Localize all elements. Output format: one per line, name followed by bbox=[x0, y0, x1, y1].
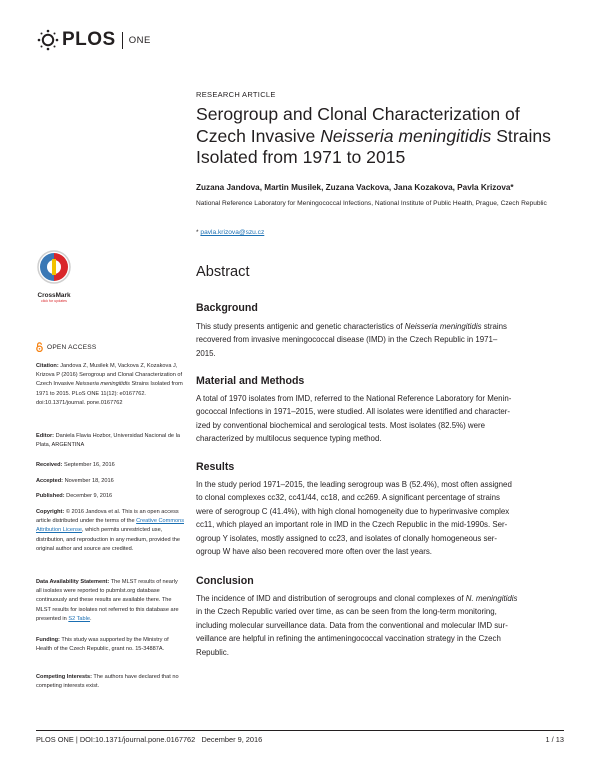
published-date: Published: December 9, 2016 bbox=[36, 493, 113, 499]
methods-text: A total of 1970 isolates from IMD, referred to the National Reference Laboratory for Menin- gococcal Infections in 1971–2015, were studied. All isolates were identified and character- ized by conventional biochemical and serological tests. Most isolates (82.5%) were characterized by multilocus sequence typing method. bbox=[196, 394, 512, 444]
logo-divider bbox=[122, 32, 123, 49]
competing-interests-block: Competing Interests: The authors have declared that no competing interests exist. bbox=[36, 674, 179, 690]
article-type: RESEARCH ARTICLE bbox=[196, 90, 276, 99]
crossmark-badge[interactable] bbox=[36, 249, 72, 303]
crossmark-icon bbox=[36, 249, 72, 287]
footer-citation: PLOS ONE | DOI:10.1371/journal.pone.0167762 December 9, 2016 bbox=[36, 735, 263, 744]
methods-heading: Material and Methods bbox=[196, 375, 305, 387]
corresponding-email: * pavla.krizova@szu.cz bbox=[196, 229, 265, 236]
copyright-block: Copyright: © 2016 Jandova et al. This is an open access article distributed under the terms of the Creative Commons Attribution License, which permits unrestricted use, distribution, and reproduction in any medium, provided the original author and source are credited. bbox=[36, 509, 184, 552]
open-access-label: OPEN ACCESS bbox=[47, 343, 97, 351]
s2-table-link[interactable]: S2 Table bbox=[68, 615, 91, 622]
results-text: In the study period 1971–2015, the leading serogroup was B (52.4%), most often assigned to clonal complexes cc32, cc41/44, cc18, and cc269. A significant percentage of strains were of serogroup C (41.4%), with high clonal homogeneity due to hyperinvasive complex cc11, which played an important role in IMD in the Czech Republic in the mid-1990s. Ser- ogroup Y isolates, mostly assigned to cc23, and isolates of clonally homogeneous ser- ogroup W have also been recovered more often over the last years. bbox=[196, 480, 512, 557]
plos-dots-icon bbox=[36, 29, 60, 51]
email-link[interactable]: pavla.krizova@szu.cz bbox=[200, 229, 265, 236]
logo-journal: ONE bbox=[128, 34, 151, 46]
abstract-heading: Abstract bbox=[196, 264, 250, 280]
crossmark-label: CrossMark bbox=[37, 292, 71, 299]
logo-brand: PLOS bbox=[62, 29, 116, 50]
citation-block: Citation: Jandova Z, Musilek M, Vackova Z, Kozakova J, Krizova P (2016) Serogroup and Clonal Characterization of Czech Invasive Neisseria meningitidis Strains Isolated from 1971 to 2015. PLoS ONE 11(12): e0167762. doi:10.1371/journal. pone.0167762 bbox=[36, 363, 183, 406]
plos-one-logo[interactable] bbox=[36, 29, 151, 51]
funding-block: Funding: This study was supported by the Ministry of Health of the Czech Republic, grant no. 15-34887A. bbox=[36, 637, 169, 653]
accepted-date: Accepted: November 18, 2016 bbox=[36, 478, 114, 484]
open-access-badge bbox=[36, 342, 96, 352]
author-list: Zuzana Jandova, Martin Musilek, Zuzana Vackova, Jana Kozakova, Pavla Krizova* bbox=[196, 183, 514, 192]
affiliation: National Reference Laboratory for Meningococcal Infections, National Institute of Public Health, Prague, Czech Republic bbox=[196, 200, 547, 207]
crossmark-sublabel: click for updates bbox=[41, 299, 67, 303]
conclusion-heading: Conclusion bbox=[196, 575, 254, 587]
cc-license-link[interactable]: Creative Commons Attribution License bbox=[36, 518, 184, 534]
editor-block: Editor: Daniela Flavia Hozbor, Universidad Nacional de la Plata, ARGENTINA bbox=[36, 433, 180, 449]
background-text: This study presents antigenic and genetic characteristics of Neisseria meningitidis strains recovered from invasive meningococcal disease (IMD) in the Czech Republic in 1971– 2015. bbox=[196, 322, 507, 358]
results-heading: Results bbox=[196, 461, 235, 473]
open-lock-icon bbox=[36, 342, 43, 352]
conclusion-text: The incidence of IMD and distribution of serogroups and clonal complexes of N. meningitidis in the Czech Republic varied over time, as can be seen from the long-term monitoring, including molecular surveillance data. Data from the conventional and molecular IMD sur- veillance are helpful in refining the antimeningococcal vaccination strategy in the Czech Republic. bbox=[196, 594, 518, 657]
background-heading: Background bbox=[196, 302, 258, 314]
article-title: Serogroup and Clonal Characterization of Czech Invasive Neisseria meningitidis Strains Isolated from 1971 to 2015 bbox=[196, 104, 551, 167]
received-date: Received: September 16, 2016 bbox=[36, 462, 115, 468]
footer-divider bbox=[36, 730, 564, 731]
page-number: 1 / 13 bbox=[545, 735, 564, 744]
data-availability-block: Data Availability Statement: The MLST results of nearly all isolates were reported to pubmlst.org database continuously and these results are available there. The MLST results for isolates not referred to this database are presented in S2 Table. bbox=[36, 579, 179, 622]
